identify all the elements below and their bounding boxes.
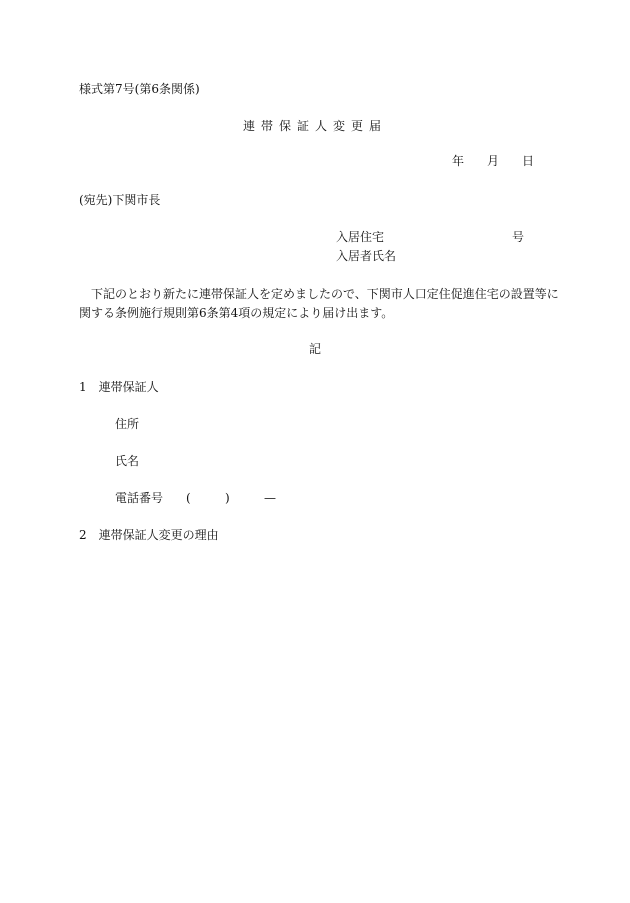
section-2-heading: 2 連帯保証人変更の理由 <box>79 528 219 542</box>
housing-number-suffix: 号 <box>512 230 525 244</box>
phone-close-paren: ) <box>225 491 230 505</box>
guarantor-phone-label: 電話番号 <box>115 491 164 505</box>
body-text-line-1 <box>79 288 559 300</box>
date-month-label: 月 <box>487 154 500 168</box>
guarantor-name-label: 氏名 <box>115 454 140 468</box>
resident-name-label: 入居者氏名 <box>336 249 397 263</box>
addressee: (宛先)下関市長 <box>79 193 161 207</box>
document-title: 連帯保証人変更届 <box>242 119 387 133</box>
ki-heading: 記 <box>308 342 321 356</box>
housing-label: 入居住宅 <box>336 230 385 244</box>
phone-dash: — <box>264 491 276 505</box>
phone-open-paren: ( <box>186 491 191 505</box>
date-year-label: 年 <box>452 154 465 168</box>
guarantor-address-label: 住所 <box>115 417 140 431</box>
section-1-heading: 1 連帯保証人 <box>79 380 159 394</box>
body-text-line-1-content: 下記のとおり新たに連帯保証人を定めましたので、下関市人口定住促進住宅の設置等に <box>91 287 559 301</box>
body-text-line-2: 関する条例施行規則第6条第4項の規定により届け出ます。 <box>79 306 394 320</box>
form-number: 様式第7号(第6条関係) <box>79 82 200 96</box>
date-day-label: 日 <box>522 154 535 168</box>
